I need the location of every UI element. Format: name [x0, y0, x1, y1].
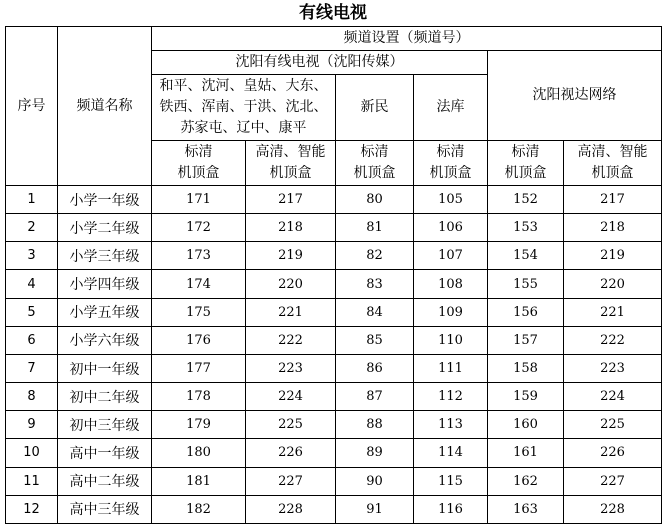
value-cell: 223	[564, 354, 662, 382]
value-cell: 223	[246, 354, 336, 382]
header-sd-box	[336, 141, 414, 186]
sd-box-line: 机顶盒	[504, 165, 547, 181]
channel-name-cell: 小学六年级	[58, 326, 152, 354]
hd-box-line: 高清、智能	[255, 144, 326, 160]
value-cell: 219	[246, 242, 336, 270]
value-cell: 226	[246, 439, 336, 467]
value-cell: 225	[246, 411, 336, 439]
table-row	[6, 242, 662, 270]
value-cell: 218	[246, 214, 336, 242]
sd-box-line: 标清	[360, 144, 389, 160]
value-cell: 227	[564, 467, 662, 495]
header-channel-settings: 频道设置（频道号）	[152, 27, 662, 51]
channel-name-cell: 小学三年级	[58, 242, 152, 270]
channel-name-cell: 初中二年级	[58, 383, 152, 411]
value-cell: 220	[564, 270, 662, 298]
table-row	[6, 186, 662, 214]
header-channel-name: 频道名称	[58, 27, 152, 186]
table-row	[6, 298, 662, 326]
value-cell: 91	[336, 495, 414, 523]
table-row	[6, 354, 662, 382]
districts-line: 和平、沈河、皇姑、大东、	[159, 78, 328, 94]
value-cell: 152	[488, 186, 564, 214]
channel-name-cell: 高中三年级	[58, 495, 152, 523]
value-cell: 80	[336, 186, 414, 214]
channel-name-cell: 小学五年级	[58, 298, 152, 326]
value-cell: 224	[246, 383, 336, 411]
table-row	[6, 270, 662, 298]
value-cell: 225	[564, 411, 662, 439]
districts-line: 铁西、浑南、于洪、沈北、	[159, 99, 328, 115]
header-sd-box	[488, 141, 564, 186]
header-sd-box	[414, 141, 488, 186]
value-cell: 110	[414, 326, 488, 354]
sd-box-line: 标清	[184, 144, 213, 160]
value-cell: 226	[564, 439, 662, 467]
sd-box-line: 机顶盒	[429, 165, 472, 181]
value-cell: 217	[564, 186, 662, 214]
channel-name-cell: 高中二年级	[58, 467, 152, 495]
value-cell: 158	[488, 354, 564, 382]
value-cell: 156	[488, 298, 564, 326]
value-cell: 155	[488, 270, 564, 298]
value-cell: 220	[246, 270, 336, 298]
value-cell: 182	[152, 495, 246, 523]
table-row	[6, 467, 662, 495]
value-cell: 217	[246, 186, 336, 214]
value-cell: 86	[336, 354, 414, 382]
seq-cell: 3	[6, 242, 58, 270]
channel-name-cell: 小学一年级	[58, 186, 152, 214]
value-cell: 224	[564, 383, 662, 411]
value-cell: 172	[152, 214, 246, 242]
header-sd-box	[152, 141, 246, 186]
value-cell: 219	[564, 242, 662, 270]
sd-box-line: 标清	[436, 144, 465, 160]
value-cell: 116	[414, 495, 488, 523]
value-cell: 221	[246, 298, 336, 326]
channel-name-cell: 初中一年级	[58, 354, 152, 382]
seq-cell: 6	[6, 326, 58, 354]
seq-cell: 9	[6, 411, 58, 439]
value-cell: 218	[564, 214, 662, 242]
header-shenyang-cable: 沈阳有线电视（沈阳传媒）	[152, 51, 488, 75]
seq-cell: 7	[6, 354, 58, 382]
value-cell: 85	[336, 326, 414, 354]
value-cell: 114	[414, 439, 488, 467]
value-cell: 153	[488, 214, 564, 242]
value-cell: 90	[336, 467, 414, 495]
value-cell: 174	[152, 270, 246, 298]
header-faku: 法库	[414, 75, 488, 141]
channel-table	[5, 26, 662, 524]
value-cell: 81	[336, 214, 414, 242]
header-hd-box	[246, 141, 336, 186]
table-row	[6, 326, 662, 354]
seq-cell: 4	[6, 270, 58, 298]
value-cell: 178	[152, 383, 246, 411]
value-cell: 171	[152, 186, 246, 214]
table-row	[6, 495, 662, 523]
channel-name-cell: 小学四年级	[58, 270, 152, 298]
value-cell: 161	[488, 439, 564, 467]
value-cell: 180	[152, 439, 246, 467]
value-cell: 113	[414, 411, 488, 439]
value-cell: 88	[336, 411, 414, 439]
seq-cell: 11	[6, 467, 58, 495]
table-row	[6, 411, 662, 439]
page-title: 有线电视	[299, 3, 367, 23]
channel-name-cell: 初中三年级	[58, 411, 152, 439]
value-cell: 228	[246, 495, 336, 523]
value-cell: 84	[336, 298, 414, 326]
seq-cell: 8	[6, 383, 58, 411]
value-cell: 175	[152, 298, 246, 326]
header-districts	[152, 75, 336, 141]
table-row	[6, 439, 662, 467]
value-cell: 222	[246, 326, 336, 354]
sd-box-line: 机顶盒	[177, 165, 220, 181]
value-cell: 222	[564, 326, 662, 354]
value-cell: 87	[336, 383, 414, 411]
value-cell: 179	[152, 411, 246, 439]
value-cell: 177	[152, 354, 246, 382]
value-cell: 111	[414, 354, 488, 382]
sd-box-line: 标清	[511, 144, 540, 160]
channel-name-cell: 小学二年级	[58, 214, 152, 242]
value-cell: 105	[414, 186, 488, 214]
header-xinmin: 新民	[336, 75, 414, 141]
value-cell: 227	[246, 467, 336, 495]
value-cell: 107	[414, 242, 488, 270]
header-shida-network: 沈阳视达网络	[488, 51, 662, 141]
value-cell: 83	[336, 270, 414, 298]
value-cell: 228	[564, 495, 662, 523]
hd-box-line: 机顶盒	[591, 165, 634, 181]
value-cell: 106	[414, 214, 488, 242]
value-cell: 163	[488, 495, 564, 523]
seq-cell: 12	[6, 495, 58, 523]
seq-cell: 2	[6, 214, 58, 242]
value-cell: 176	[152, 326, 246, 354]
hd-box-line: 机顶盒	[269, 165, 312, 181]
value-cell: 162	[488, 467, 564, 495]
value-cell: 159	[488, 383, 564, 411]
value-cell: 160	[488, 411, 564, 439]
value-cell: 154	[488, 242, 564, 270]
seq-cell: 10	[6, 439, 58, 467]
table-row	[6, 383, 662, 411]
header-seq: 序号	[6, 27, 58, 186]
value-cell: 109	[414, 298, 488, 326]
value-cell: 89	[336, 439, 414, 467]
value-cell: 181	[152, 467, 246, 495]
districts-line: 苏家屯、辽中、康平	[180, 120, 307, 136]
sd-box-line: 机顶盒	[353, 165, 396, 181]
seq-cell: 1	[6, 186, 58, 214]
value-cell: 108	[414, 270, 488, 298]
channel-name-cell: 高中一年级	[58, 439, 152, 467]
value-cell: 82	[336, 242, 414, 270]
value-cell: 157	[488, 326, 564, 354]
seq-cell: 5	[6, 298, 58, 326]
value-cell: 173	[152, 242, 246, 270]
header-hd-box	[564, 141, 662, 186]
value-cell: 115	[414, 467, 488, 495]
table-row	[6, 214, 662, 242]
hd-box-line: 高清、智能	[577, 144, 648, 160]
value-cell: 221	[564, 298, 662, 326]
value-cell: 112	[414, 383, 488, 411]
